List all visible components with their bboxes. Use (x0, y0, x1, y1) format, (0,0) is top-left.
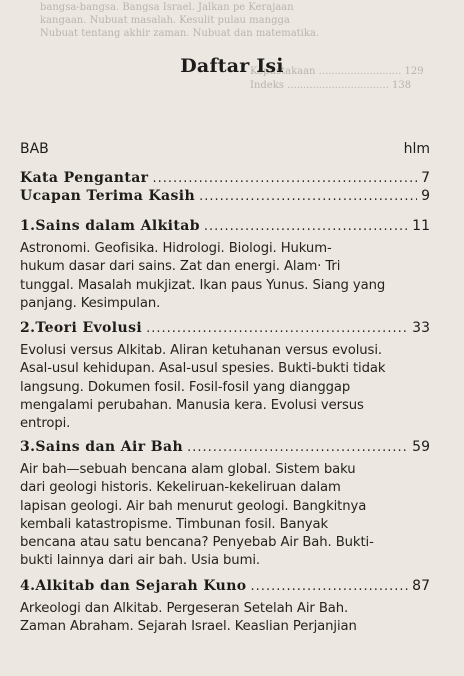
toc-page-number: 33 (412, 320, 430, 336)
description-line: bukti lainnya dari air bah. Usia bumi. (20, 553, 260, 569)
page-title: Daftar Isi (180, 55, 284, 77)
toc-chapter (20, 439, 430, 571)
toc-page-number: 59 (412, 439, 430, 455)
toc-entry-row (20, 578, 430, 600)
description-line: tunggal. Masalah mukjizat. Ikan paus Yunus. Siang yang (20, 277, 386, 293)
bab-column-header: BAB (20, 141, 49, 157)
description-line: Arkeologi dan Alkitab. Pergeseran Setelah Air Bah. (20, 601, 349, 616)
description-line: lapisan geologi. Air bah menurut geologi. Bangkitnya (20, 498, 367, 514)
hlm-column-header: hlm (403, 141, 430, 157)
dot-leader (187, 440, 408, 455)
toc-entry-label: 1.Sains dalam Alkitab (20, 218, 200, 234)
toc-page-number: 11 (412, 218, 430, 234)
toc-entry-label: 2.Teori Evolusi (20, 320, 143, 336)
toc-chapter (20, 218, 430, 313)
bleed-through-line: Kepustakaan .......................... 129 (250, 66, 424, 77)
toc-page-number: 7 (421, 170, 430, 186)
toc-entry-label: 3.Sains dan Air Bah (20, 439, 184, 455)
toc-entry-row (20, 320, 430, 342)
description-line: Astronomi. Geofisika. Hidrologi. Biologi. Hukum- (20, 241, 332, 256)
dot-leader (199, 189, 417, 204)
toc-entry-label: Kata Pengantar (20, 170, 149, 186)
dot-leader (146, 321, 408, 336)
description-line: langsung. Dokumen fosil. Fosil-fosil yang dianggap (20, 379, 351, 395)
bleed-through-line: Nubuat tentang akhir zaman. Nubuat dan matematika. (40, 28, 320, 39)
bleed-through-line: Indeks ................................ 138 (250, 80, 412, 91)
description-line: Asal-usul kehidupan. Asal-usul spesies. Bukti-bukti tidak (20, 361, 386, 377)
toc-page-number: 9 (421, 188, 430, 204)
toc-entry (20, 188, 430, 210)
dot-leader (204, 219, 408, 234)
toc-entry-label: Ucapan Terima Kasih (20, 188, 196, 204)
description-line: dari geologi historis. Kekeliruan-kekeliruan dalam (20, 480, 341, 496)
description-line: panjang. Kesimpulan. (20, 295, 161, 311)
description-line: kembali katastropisme. Timbunan fosil. Banyak (20, 516, 329, 532)
toc-page-number: 87 (412, 578, 430, 594)
bleed-through-line: bangsa-bangsa. Bangsa Israel. Jalkan pe Kerajaan (40, 2, 294, 13)
description-line: Air bah—sebuah bencana alam global. Sistem baku (20, 462, 356, 477)
chapter-description (20, 461, 430, 571)
bleed-through-line: kangaan. Nubuat masalah. Kesulit pulau mangga (40, 15, 290, 26)
description-line: hukum dasar dari sains. Zat dan energi. Alam· Tri (20, 259, 341, 275)
toc-chapter (20, 578, 430, 637)
chapter-description (20, 240, 430, 313)
chapter-description (20, 342, 430, 433)
description-line: mengalami perubahan. Manusia kera. Evolusi versus (20, 397, 364, 413)
chapter-description (20, 600, 430, 637)
toc-entry-label: 4.Alkitab dan Sejarah Kuno (20, 578, 247, 594)
description-line: Evolusi versus Alkitab. Aliran ketuhanan versus evolusi. (20, 343, 382, 358)
description-line: entropi. (20, 416, 71, 432)
toc-entry-row (20, 439, 430, 461)
toc-chapter (20, 320, 430, 433)
description-line: Zaman Abraham. Sejarah Israel. Keaslian Perjanjian (20, 619, 357, 635)
dot-leader (152, 171, 417, 186)
toc-entry-row (20, 188, 430, 210)
toc-entry-row (20, 218, 430, 240)
description-line: bencana atau satu bencana? Penyebab Air Bah. Bukti- (20, 535, 374, 551)
dot-leader (251, 579, 409, 594)
